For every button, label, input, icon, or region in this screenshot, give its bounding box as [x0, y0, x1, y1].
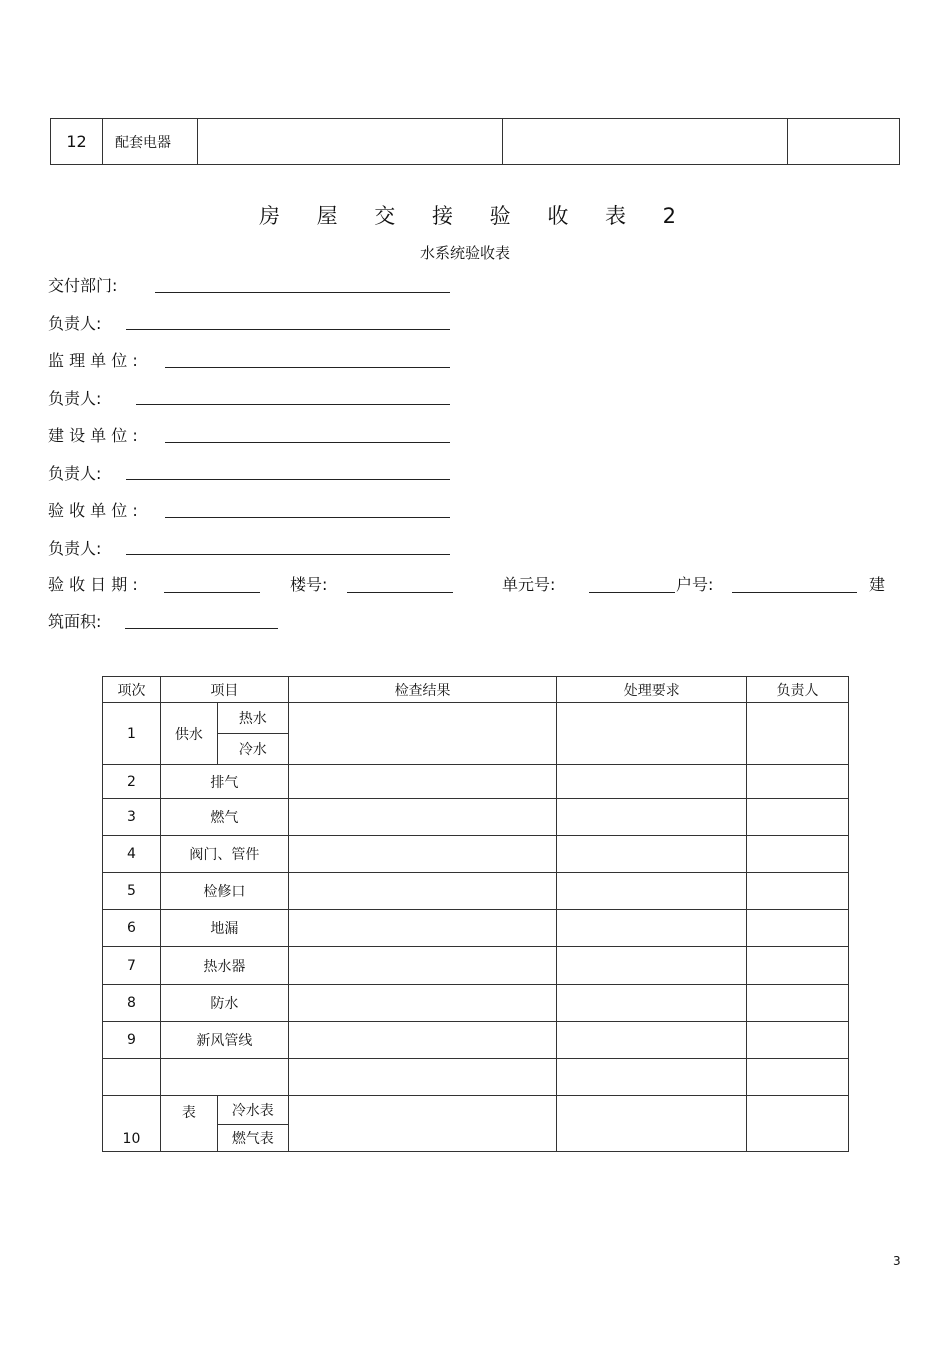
- result-cell[interactable]: [288, 1096, 557, 1152]
- row-subitem: 冷水表: [217, 1096, 288, 1125]
- requirement-cell[interactable]: [557, 799, 747, 836]
- person-cell[interactable]: [747, 836, 849, 873]
- person-cell[interactable]: [747, 947, 849, 985]
- header-item: 项目: [160, 677, 288, 703]
- row-subitem: 燃气表: [217, 1125, 288, 1152]
- row-no: 4: [103, 836, 161, 873]
- acceptor-label: 验 收 单 位 :: [48, 501, 138, 520]
- table-row: [103, 836, 849, 873]
- row-no: 9: [103, 1022, 161, 1059]
- acceptor-input[interactable]: [165, 517, 450, 518]
- table-row: [103, 799, 849, 836]
- row-item: 热水器: [160, 947, 288, 985]
- person4-field: [48, 536, 450, 560]
- area-input[interactable]: [125, 628, 278, 629]
- delivery-dept-input[interactable]: [155, 292, 450, 293]
- row-item: 检修口: [160, 873, 288, 910]
- requirement-cell[interactable]: [557, 836, 747, 873]
- person-cell[interactable]: [747, 985, 849, 1022]
- unit-input[interactable]: [589, 592, 675, 593]
- row-no: 6: [103, 910, 161, 947]
- page-title: 房 屋 交 接 验 收 表 2: [258, 204, 692, 228]
- row-no: 8: [103, 985, 161, 1022]
- row-no: 3: [103, 799, 161, 836]
- row-item: 地漏: [160, 910, 288, 947]
- person3-input[interactable]: [126, 479, 450, 480]
- row-item: 配套电器: [103, 119, 198, 164]
- person-cell[interactable]: [747, 1096, 849, 1152]
- person-cell[interactable]: [747, 910, 849, 947]
- row-no: 7: [103, 947, 161, 985]
- row-item: 燃气: [160, 799, 288, 836]
- table-row: [103, 947, 849, 985]
- result-cell[interactable]: [288, 873, 557, 910]
- person-cell[interactable]: [747, 1059, 849, 1096]
- header-no: 项次: [103, 677, 161, 703]
- row-subitem: 冷水: [217, 734, 288, 765]
- table-row: [103, 910, 849, 947]
- result-cell[interactable]: [288, 1059, 557, 1096]
- result-cell[interactable]: [288, 703, 557, 765]
- requirement-cell[interactable]: [557, 910, 747, 947]
- table-row: [103, 1059, 849, 1096]
- person-cell[interactable]: [747, 703, 849, 765]
- area-field: [48, 609, 280, 633]
- room-input[interactable]: [732, 592, 857, 593]
- row-item: [160, 1059, 288, 1096]
- previous-table-row: [50, 118, 900, 165]
- table-row: [103, 985, 849, 1022]
- row-item: 排气: [160, 765, 288, 799]
- result-cell[interactable]: [288, 947, 557, 985]
- row-no: 2: [103, 765, 161, 799]
- requirement-cell[interactable]: [557, 947, 747, 985]
- delivery-dept-field: [48, 273, 450, 297]
- table-row: [103, 1096, 849, 1125]
- date-label: 验 收 日 期 :: [48, 575, 138, 594]
- requirement-cell[interactable]: [557, 765, 747, 799]
- building-label: 楼号:: [290, 575, 328, 594]
- row-item: 阀门、管件: [160, 836, 288, 873]
- area-prefix-label: 建: [869, 575, 886, 594]
- table-header-row: [103, 677, 849, 703]
- building-input[interactable]: [347, 592, 453, 593]
- unit-label: 单元号:: [502, 575, 556, 594]
- builder-label: 建 设 单 位 :: [48, 426, 138, 445]
- person2-input[interactable]: [136, 404, 450, 405]
- requirement-cell[interactable]: [557, 1022, 747, 1059]
- person4-input[interactable]: [126, 554, 450, 555]
- person-cell[interactable]: [747, 765, 849, 799]
- row-item: 新风管线: [160, 1022, 288, 1059]
- result-cell[interactable]: [288, 765, 557, 799]
- page-subtitle: 水系统验收表: [419, 244, 510, 262]
- requirement-cell[interactable]: [557, 873, 747, 910]
- person-cell[interactable]: [747, 1022, 849, 1059]
- person3-label: 负责人:: [48, 464, 102, 483]
- person1-field: [48, 311, 450, 335]
- header-requirement: 处理要求: [557, 677, 747, 703]
- row-item: 供水: [160, 703, 217, 765]
- row-no: [103, 1059, 161, 1096]
- table-row: [103, 703, 849, 734]
- inspection-table: [102, 676, 849, 1152]
- result-cell[interactable]: [288, 910, 557, 947]
- header-person: 负责人: [747, 677, 849, 703]
- person4-label: 负责人:: [48, 539, 102, 558]
- person2-label: 负责人:: [48, 389, 102, 408]
- date-input[interactable]: [164, 592, 260, 593]
- row-no: 10: [103, 1096, 161, 1152]
- row-number: 12: [51, 119, 103, 164]
- person2-field: [48, 386, 450, 410]
- result-cell[interactable]: [288, 985, 557, 1022]
- result-cell[interactable]: [288, 836, 557, 873]
- supervisor-field: [48, 348, 450, 372]
- row-no: 1: [103, 703, 161, 765]
- requirement-cell[interactable]: [557, 1059, 747, 1096]
- row-item: 表: [160, 1096, 217, 1152]
- requirement-cell[interactable]: [557, 985, 747, 1022]
- result-cell[interactable]: [288, 799, 557, 836]
- person3-field: [48, 461, 450, 485]
- supervisor-label: 监 理 单 位 :: [48, 351, 138, 370]
- row-item: 防水: [160, 985, 288, 1022]
- table-row: [103, 765, 849, 799]
- person-cell[interactable]: [747, 873, 849, 910]
- result-cell[interactable]: [288, 1022, 557, 1059]
- person1-input[interactable]: [126, 329, 450, 330]
- supervisor-input[interactable]: [165, 367, 450, 368]
- requirement-cell[interactable]: [557, 703, 747, 765]
- table-row: [103, 1022, 849, 1059]
- header-result: 检查结果: [288, 677, 557, 703]
- builder-input[interactable]: [165, 442, 450, 443]
- table-row: [103, 873, 849, 910]
- person1-label: 负责人:: [48, 314, 102, 333]
- room-label: 户号:: [676, 575, 714, 594]
- row-subitem: 热水: [217, 703, 288, 734]
- area-label: 筑面积:: [48, 612, 102, 631]
- delivery-dept-label: 交付部门:: [48, 276, 118, 295]
- date-row: [48, 572, 893, 596]
- acceptor-field: [48, 498, 450, 522]
- requirement-cell[interactable]: [557, 1096, 747, 1152]
- row-cell-requirement: [503, 119, 788, 164]
- person-cell[interactable]: [747, 799, 849, 836]
- builder-field: [48, 423, 450, 447]
- row-cell-result: [198, 119, 503, 164]
- row-no: 5: [103, 873, 161, 910]
- row-cell-person: [788, 119, 899, 164]
- page-number: 3: [893, 1254, 901, 1268]
